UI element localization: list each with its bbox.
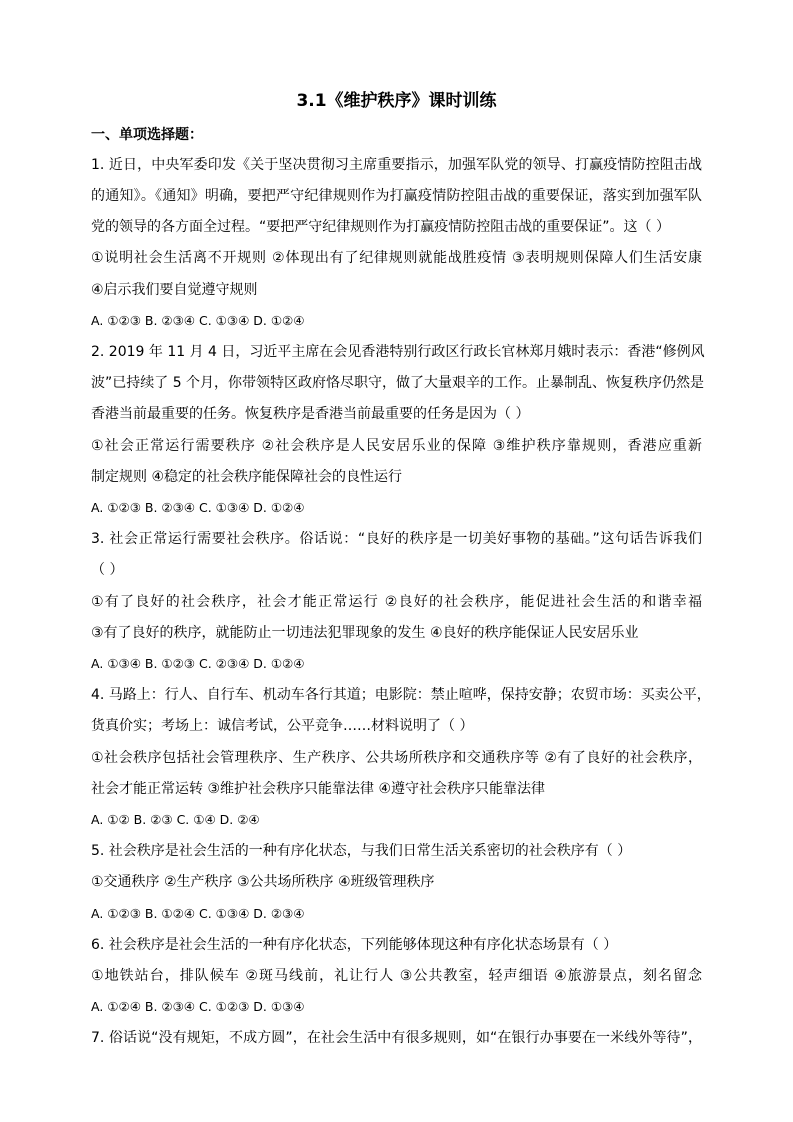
q4-choices-line-2: 社会才能正常运转 ③维护社会秩序只能靠法律 ④遵守社会秩序只能靠法律 (91, 781, 546, 797)
q1-choices-line-2: ④启示我们要自觉遵守规则 (91, 282, 258, 298)
q3-stem-line-2: （ ） (91, 562, 124, 578)
section-heading: 一、单项选择题： (91, 127, 203, 143)
q2-stem-line-1: 2. 2019 年 11 月 4 日，习近平主席在会见香港特别行政区行政长官林郑月娥时表示：香港“修例风 (91, 344, 705, 360)
q5-stem-line-1: 5. 社会秩序是社会生活的一种有序化状态，与我们日常生活关系密切的社会秩序有（ ） (91, 843, 632, 859)
q6-choices-line-1: ①地铁站台，排队候车 ②斑马线前，礼让行人 ③公共教室，轻声细语 ④旅游景点，刻名留念 (91, 968, 702, 984)
q4-options: A. ①② B. ②③ C. ①④ D. ②④ (91, 812, 260, 827)
q4-choices-line-1: ①社会秩序包括社会管理秩序、生产秩序、公共场所秩序和交通秩序等 ②有了良好的社会秩序， (91, 750, 702, 766)
q1-choices-line-1: ①说明社会生活离不开规则 ②体现出有了纪律规则就能战胜疫情 ③表明规则保障人们生活安康 (91, 250, 702, 266)
q2-stem-line-2: 波”已持续了 5 个月，你带领特区政府恪尽职守，做了大量艰辛的工作。止暴制乱、恢复秩序仍然是 (91, 375, 705, 391)
q1-stem-line-1: 1. 近日，中央军委印发《关于坚决贯彻习主席重要指示，加强军队党的领导、打赢疫情防控阻击战 (91, 157, 702, 173)
q5-choices-line-1: ①交通秩序 ②生产秩序 ③公共场所秩序 ④班级管理秩序 (91, 874, 435, 890)
q4-stem-line-2: 货真价实；考场上：诚信考试，公平竞争……材料说明了（ ） (91, 718, 474, 734)
q1-stem-line-2: 的通知》。《通知》明确，要把严守纪律规则作为打赢疫情防控阻击战的重要保证，落实到加强军队 (91, 188, 702, 204)
q4-stem-line-1: 4. 马路上：行人、自行车、机动车各行其道；电影院：禁止喧哗，保持安静；农贸市场：买卖公平， (91, 687, 711, 703)
q2-stem-line-3: 香港当前最重要的任务。恢复秩序是香港当前最重要的任务是因为（ ） (91, 406, 530, 422)
q3-choices-line-2: ③有了良好的秩序，就能防止一切违法犯罪现象的发生 ④良好的秩序能保证人民安居乐业 (91, 625, 639, 641)
q2-choices-line-1: ①社会正常运行需要秩序 ②社会秩序是人民安居乐业的保障 ③维护秩序靠规则，香港应重新 (91, 438, 702, 454)
q5-options: A. ①②③ B. ①②④ C. ①③④ D. ②③④ (91, 906, 305, 921)
q3-stem-line-1: 3. 社会正常运行需要社会秩序。俗话说：“良好的秩序是一切美好事物的基础。”这句话告诉我们 (91, 531, 702, 547)
q1-options: A. ①②③ B. ②③④ C. ①③④ D. ①②④ (91, 313, 305, 328)
q2-options: A. ①②③ B. ②③④ C. ①③④ D. ①②④ (91, 500, 305, 515)
q2-choices-line-2: 制定规则 ④稳定的社会秩序能保障社会的良性运行 (91, 469, 402, 485)
q1-stem-line-3: 党的领导的各方面全过程。“要把严守纪律规则作为打赢疫情防控阻击战的重要保证”。这（ ） (91, 219, 670, 235)
q7-stem-line-1: 7. 俗话说“没有规矩，不成方圆”，在社会生活中有很多规则，如“在银行办事要在一米线外等待”， (91, 1030, 702, 1046)
q6-stem-line-1: 6. 社会秩序是社会生活的一种有序化状态，下列能够体现这种有序化状态场景有（ ） (91, 937, 618, 953)
q3-choices-line-1: ①有了良好的社会秩序，社会才能正常运行 ②良好的社会秩序，能促进社会生活的和谐幸福 (91, 594, 702, 610)
q3-options: A. ①③④ B. ①②③ C. ②③④ D. ①②④ (91, 656, 305, 671)
q6-options: A. ①②④ B. ②③④ C. ①②③ D. ①③④ (91, 999, 305, 1014)
document-title: 3.1《维护秩序》课时训练 (296, 91, 497, 111)
